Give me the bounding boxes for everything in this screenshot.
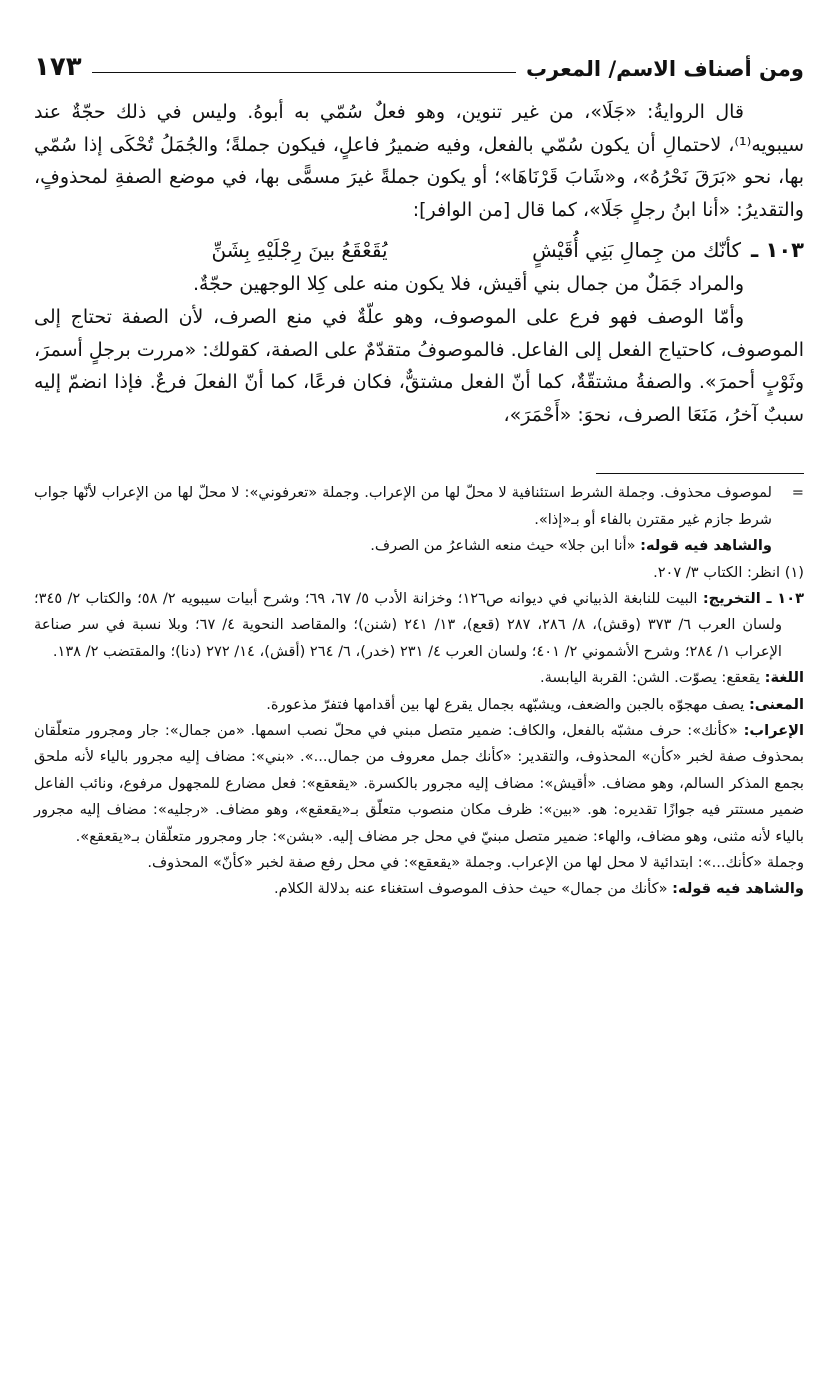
footnote-1-number: (١) bbox=[784, 563, 804, 581]
footnote-103-takhrij bbox=[34, 586, 804, 665]
final-shahid-text: «كأنك من جمال» حيث حذف الموصوف استغناء عنه بدلالة الكلام. bbox=[273, 880, 668, 898]
verse-first-hemistich: كأنّك من جِمالِ بَنِي أُقَيْشٍ bbox=[532, 238, 742, 263]
continuation-marker: = bbox=[791, 484, 804, 502]
main-text bbox=[34, 96, 804, 431]
verse-number: ١٠٣ ـ bbox=[751, 238, 804, 263]
footnote-lugha bbox=[34, 665, 804, 691]
lugha-text: يقعقع: يصوّت. الشن: القربة اليابسة. bbox=[539, 669, 760, 687]
paragraph-2: والمراد جَمَلٌ من جمال بني أقيش، فلا يكون منه على كِلا الوجهين حجّةٌ. bbox=[192, 273, 744, 296]
chapter-title: ومن أصناف الاسم/ المعرب bbox=[525, 57, 804, 81]
mana-label: المعنى: bbox=[748, 695, 804, 713]
irab-label: الإعراب: bbox=[743, 722, 804, 739]
continuation-shahid bbox=[34, 533, 772, 559]
footnote-1 bbox=[34, 560, 804, 586]
takhrij-text: البيت للنابغة الذبياني في ديوانه ص١٢٦؛ وخزانة الأدب ٥/ ٦٧، ٦٩؛ وشرح أبيات سيبويه ٢/ ٥٨؛ والكتاب ٢/ ٣٤٥؛ ولسان العرب ٦/ ٣٧٣ (وقش)، ٨/ ٢٨٦، ٢٨٧ (قعع)، ١٣/ ٢٤١ (شنن)؛ والمقاصد النحوية ٤/ ٦٧؛ وبلا نسبة في سر صناعة الإعراب ١/ ٢٨٤؛ وشرح الأشموني ٢/ ٤٠١؛ ولسان العرب ٤/ ٢٣١ (خدر)، ٦/ ٢٦٤ (أقش)، ١٤/ ٢٧٢ (دنا)؛ والمقتضب ٢/ ١٣٨. bbox=[34, 589, 782, 660]
footnote-1-text: انظر: الكتاب ٣/ ٢٠٧. bbox=[653, 563, 781, 581]
footnote-jumla: وجملة «كأنك...»: ابتدائية لا محل لها من الإعراب. وجملة «يقعقع»: في محل رفع صفة لخبر «كأنّ» المحذوف. bbox=[147, 854, 804, 872]
footnote-separator bbox=[596, 473, 804, 474]
final-shahid-label: والشاهد فيه قوله: bbox=[672, 880, 804, 898]
mana-text: يصف مهجوّه بالجبن والضعف، ويشبّهه بجمال يقرع لها بين أقدامها فتفرّ مذعورة. bbox=[266, 695, 745, 713]
footnote-shahid bbox=[34, 876, 804, 902]
footnote-irab bbox=[34, 718, 804, 850]
takhrij-label: ١٠٣ ـ التخريج: bbox=[702, 589, 805, 607]
paragraph-3: وأمّا الوصف فهو فرع على الموصوف، وهو علّةٌ في منع الصرف، لأن الصفة تحتاج إلى الموصوف، كاحتياج الفعل إلى الفاعل. فالموصوفُ متقدّمٌ على الصفة، كقولك: «مررت برجلٍ أسمرَ، وثَوْبٍ أحمرَ». والصفةُ مشتقّةٌ، كما أنّ الفعل مشتقٌّ، فكان فرعًا، كما أنّ الفعلَ فرعٌ. فإذا انضمّ إليه سببٌ آخرُ، مَنَعَا الصرف، نحوَ: «أَحْمَرَ»، bbox=[34, 305, 804, 426]
shahid-text: «أنا ابن جلا» حيث منعه الشاعرُ من الصرف. bbox=[370, 537, 636, 555]
footnotes bbox=[34, 480, 804, 903]
irab-text: «كأنك»: حرف مشبّه بالفعل، والكاف: ضمير متصل مبني في محلّ نصب اسمها. «من جمال»: جار ومجرور متعلّقان بمحذوف صفة لخبر «كأن» المحذوف، والتقدير: «كأنك جمل معروف من جمال...». «بني»: مضاف إليه مجرور بالياء لأنه ملحق بجمع المذكر السالم، وهو مضاف. «أقيش»: مضاف إليه مجرور بالكسرة. «يقعقع»: فعل مضارع للمجهول مرفوع، ونائب الفاعل ضمير مستتر فيه جوازًا تقديره: هو. «بين»: ظرف مكان منصوب متعلّق بـ«يقعقع»، وهو مضاف. «رجليه»: مضاف إليه مجرور بالياء لأنه مثنى، وهو مضاف، والهاء: ضمير متصل مبنيّ في محل جر مضاف إليه. «بشن»: جار ومجرور متعلّقان بـ«يقعقع». bbox=[34, 722, 804, 845]
footnote-mana bbox=[34, 692, 804, 718]
shahid-label: والشاهد فيه قوله: bbox=[640, 537, 772, 555]
paragraph-1: قال الروايةُ: «جَلَا»، من غير تنوين، وهو فعلٌ سُمّي به أبوهُ. وليس في ذلك حجّةٌ عند سيبويه⁽¹⁾، لاحتمالِ أن يكون سُمّي بالفعل، وفيه ضميرُ فاعلٍ، فيكون جملةً؛ والجُمَلُ تُحْكَى إذا سُمّي بها، نحو «بَرَقَ نَحْرُهُ»، و«شَابَ قَرْنَاهَا»؛ أو يكون جملةً غيرَ مسمًّى بها، في موضع الصفةِ لمحذوفٍ، والتقديرُ: «أنا ابنُ رجلٍ جَلَا»، كما قال [من الوافر]: bbox=[34, 101, 804, 221]
continuation-text: لموصوف محذوف. وجملة الشرط استئنافية لا محلّ لها من الإعراب. وجملة «تعرفوني»: لا محلّ لها من الإعراب لأنّها جواب شرط جازم غير مقترن بالفاء أو بـ«إذا». bbox=[34, 484, 772, 528]
running-header bbox=[34, 46, 804, 80]
verse-second-hemistich: يُقَعْقَعُ بينَ رِجْلَيْهِ بِشَنِّ bbox=[211, 238, 388, 263]
footnote-continuation bbox=[34, 480, 804, 559]
header-rule bbox=[92, 72, 516, 73]
poetry-verse bbox=[34, 232, 804, 268]
lugha-label: اللغة: bbox=[764, 669, 804, 687]
page-number: ١٧٣ bbox=[34, 52, 82, 82]
